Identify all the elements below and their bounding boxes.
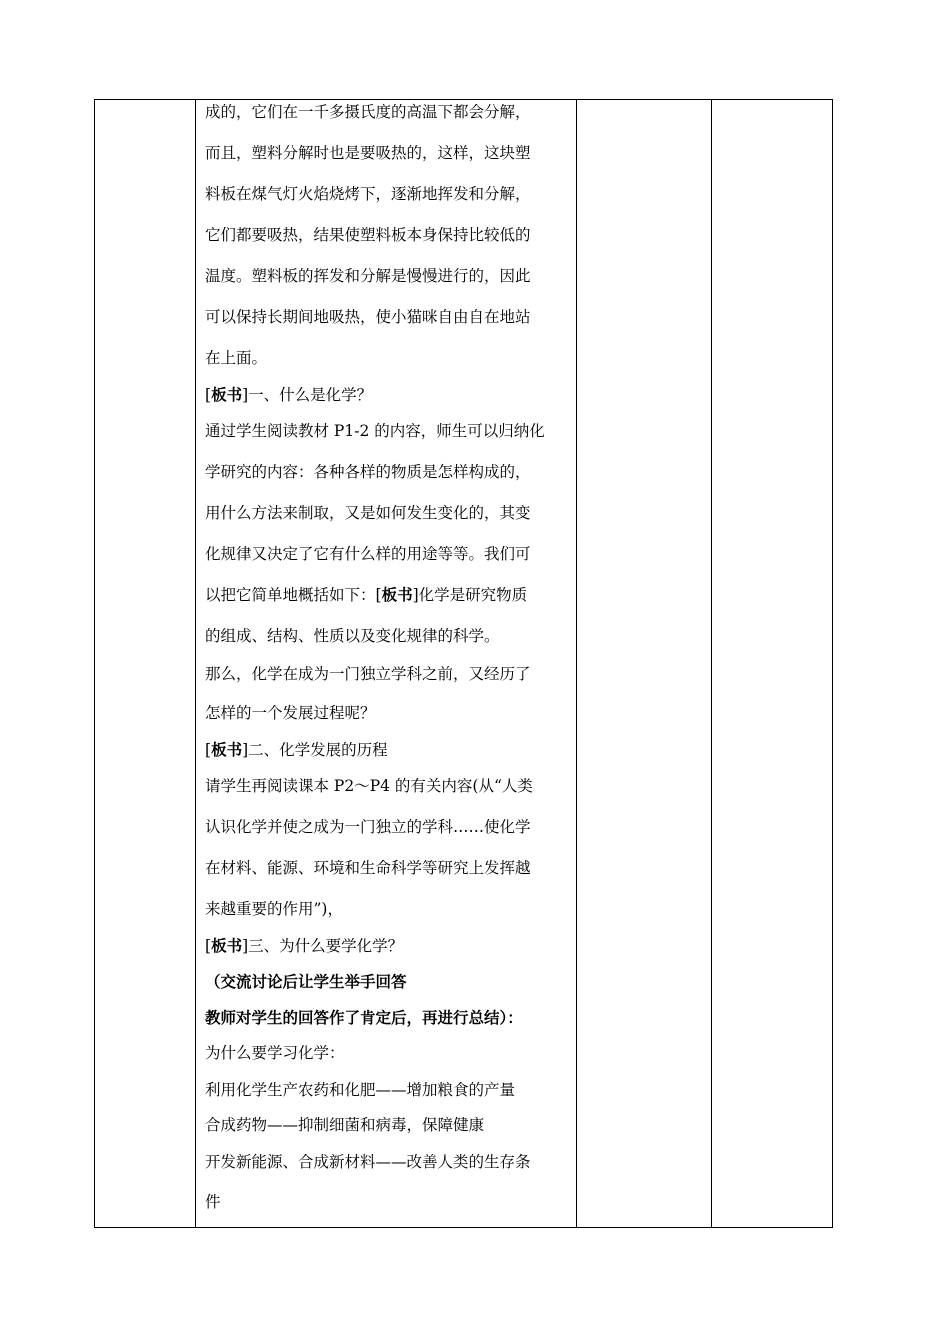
bracket-open: [ bbox=[205, 386, 212, 404]
content-line: 在材料、能源、环境和生命科学等研究上发挥越 bbox=[205, 859, 531, 877]
content-line: 通过学生阅读教材 P1-2 的内容，师生可以归纳化 bbox=[205, 422, 545, 440]
content-line: 成的，它们在一千多摄氏度的高温下都会分解， bbox=[205, 103, 531, 121]
column-divider-1 bbox=[195, 100, 196, 1227]
content-line: 它们都要吸热，结果使塑料板本身保持比较低的 bbox=[205, 226, 531, 244]
content-line: 温度。塑料板的挥发和分解是慢慢进行的，因此 bbox=[205, 267, 531, 285]
content-line: 请学生再阅读课本 P2～P4 的有关内容(从“人类 bbox=[205, 777, 533, 795]
content-line: 而且，塑料分解时也是要吸热的，这样，这块塑 bbox=[205, 144, 531, 162]
content-line: 件 bbox=[205, 1193, 221, 1211]
discussion-instruction: （交流讨论后让学生举手回答 bbox=[205, 972, 407, 991]
board-definition: ]化学是研究物质 bbox=[412, 586, 528, 604]
content-line: 可以保持长期间地吸热，使小猫咪自由自在地站 bbox=[205, 308, 531, 326]
content-line: 开发新能源、合成新材料——改善人类的生存条 bbox=[205, 1153, 531, 1171]
summary-instruction: 教师对学生的回答作了肯定后，再进行总结）： bbox=[205, 1008, 523, 1027]
content-line: 合成药物——抑制细菌和病毒，保障健康 bbox=[205, 1116, 485, 1134]
content-line: 料板在煤气灯火焰烧烤下，逐渐地挥发和分解， bbox=[205, 185, 531, 203]
line-prefix: 以把它简单地概括如下：[ bbox=[205, 586, 382, 604]
content-line: 为什么要学习化学： bbox=[205, 1044, 345, 1062]
board-note-line bbox=[205, 385, 372, 405]
empty-cell-notes bbox=[712, 100, 832, 1227]
content-line: 怎样的一个发展过程呢？ bbox=[205, 704, 376, 722]
board-note-line bbox=[205, 585, 527, 605]
board-label: 板书 bbox=[211, 385, 243, 404]
board-label: 板书 bbox=[211, 740, 243, 759]
bracket-open: [ bbox=[205, 741, 212, 759]
content-line: 利用化学生产农药和化肥——增加粮食的产量 bbox=[205, 1081, 516, 1099]
board-label: 板书 bbox=[381, 585, 413, 604]
content-line: 化规律又决定了它有什么样的用途等等。我们可 bbox=[205, 545, 531, 563]
content-line: 那么，化学在成为一门独立学科之前，又经历了 bbox=[205, 665, 531, 683]
content-line: 来越重要的作用”)， bbox=[205, 900, 343, 918]
board-heading-2: ]二、化学发展的历程 bbox=[242, 741, 388, 759]
board-heading-1: ]一、什么是化学？ bbox=[242, 386, 373, 404]
board-label: 板书 bbox=[211, 936, 243, 955]
board-note-line bbox=[205, 740, 388, 760]
bracket-open: [ bbox=[205, 937, 212, 955]
content-line: 认识化学并使之成为一门独立的学科……使化学 bbox=[205, 818, 531, 836]
empty-cell-left bbox=[95, 100, 195, 1227]
content-line: 的组成、结构、性质以及变化规律的科学。 bbox=[205, 627, 500, 645]
content-line: 用什么方法来制取，又是如何发生变化的，其变 bbox=[205, 504, 531, 522]
content-line: 学研究的内容：各种各样的物质是怎样构成的， bbox=[205, 463, 531, 481]
board-note-line bbox=[205, 936, 403, 956]
empty-cell-activity bbox=[577, 100, 711, 1227]
board-heading-3: ]三、为什么要学化学？ bbox=[242, 937, 404, 955]
content-line: 在上面。 bbox=[205, 349, 268, 367]
